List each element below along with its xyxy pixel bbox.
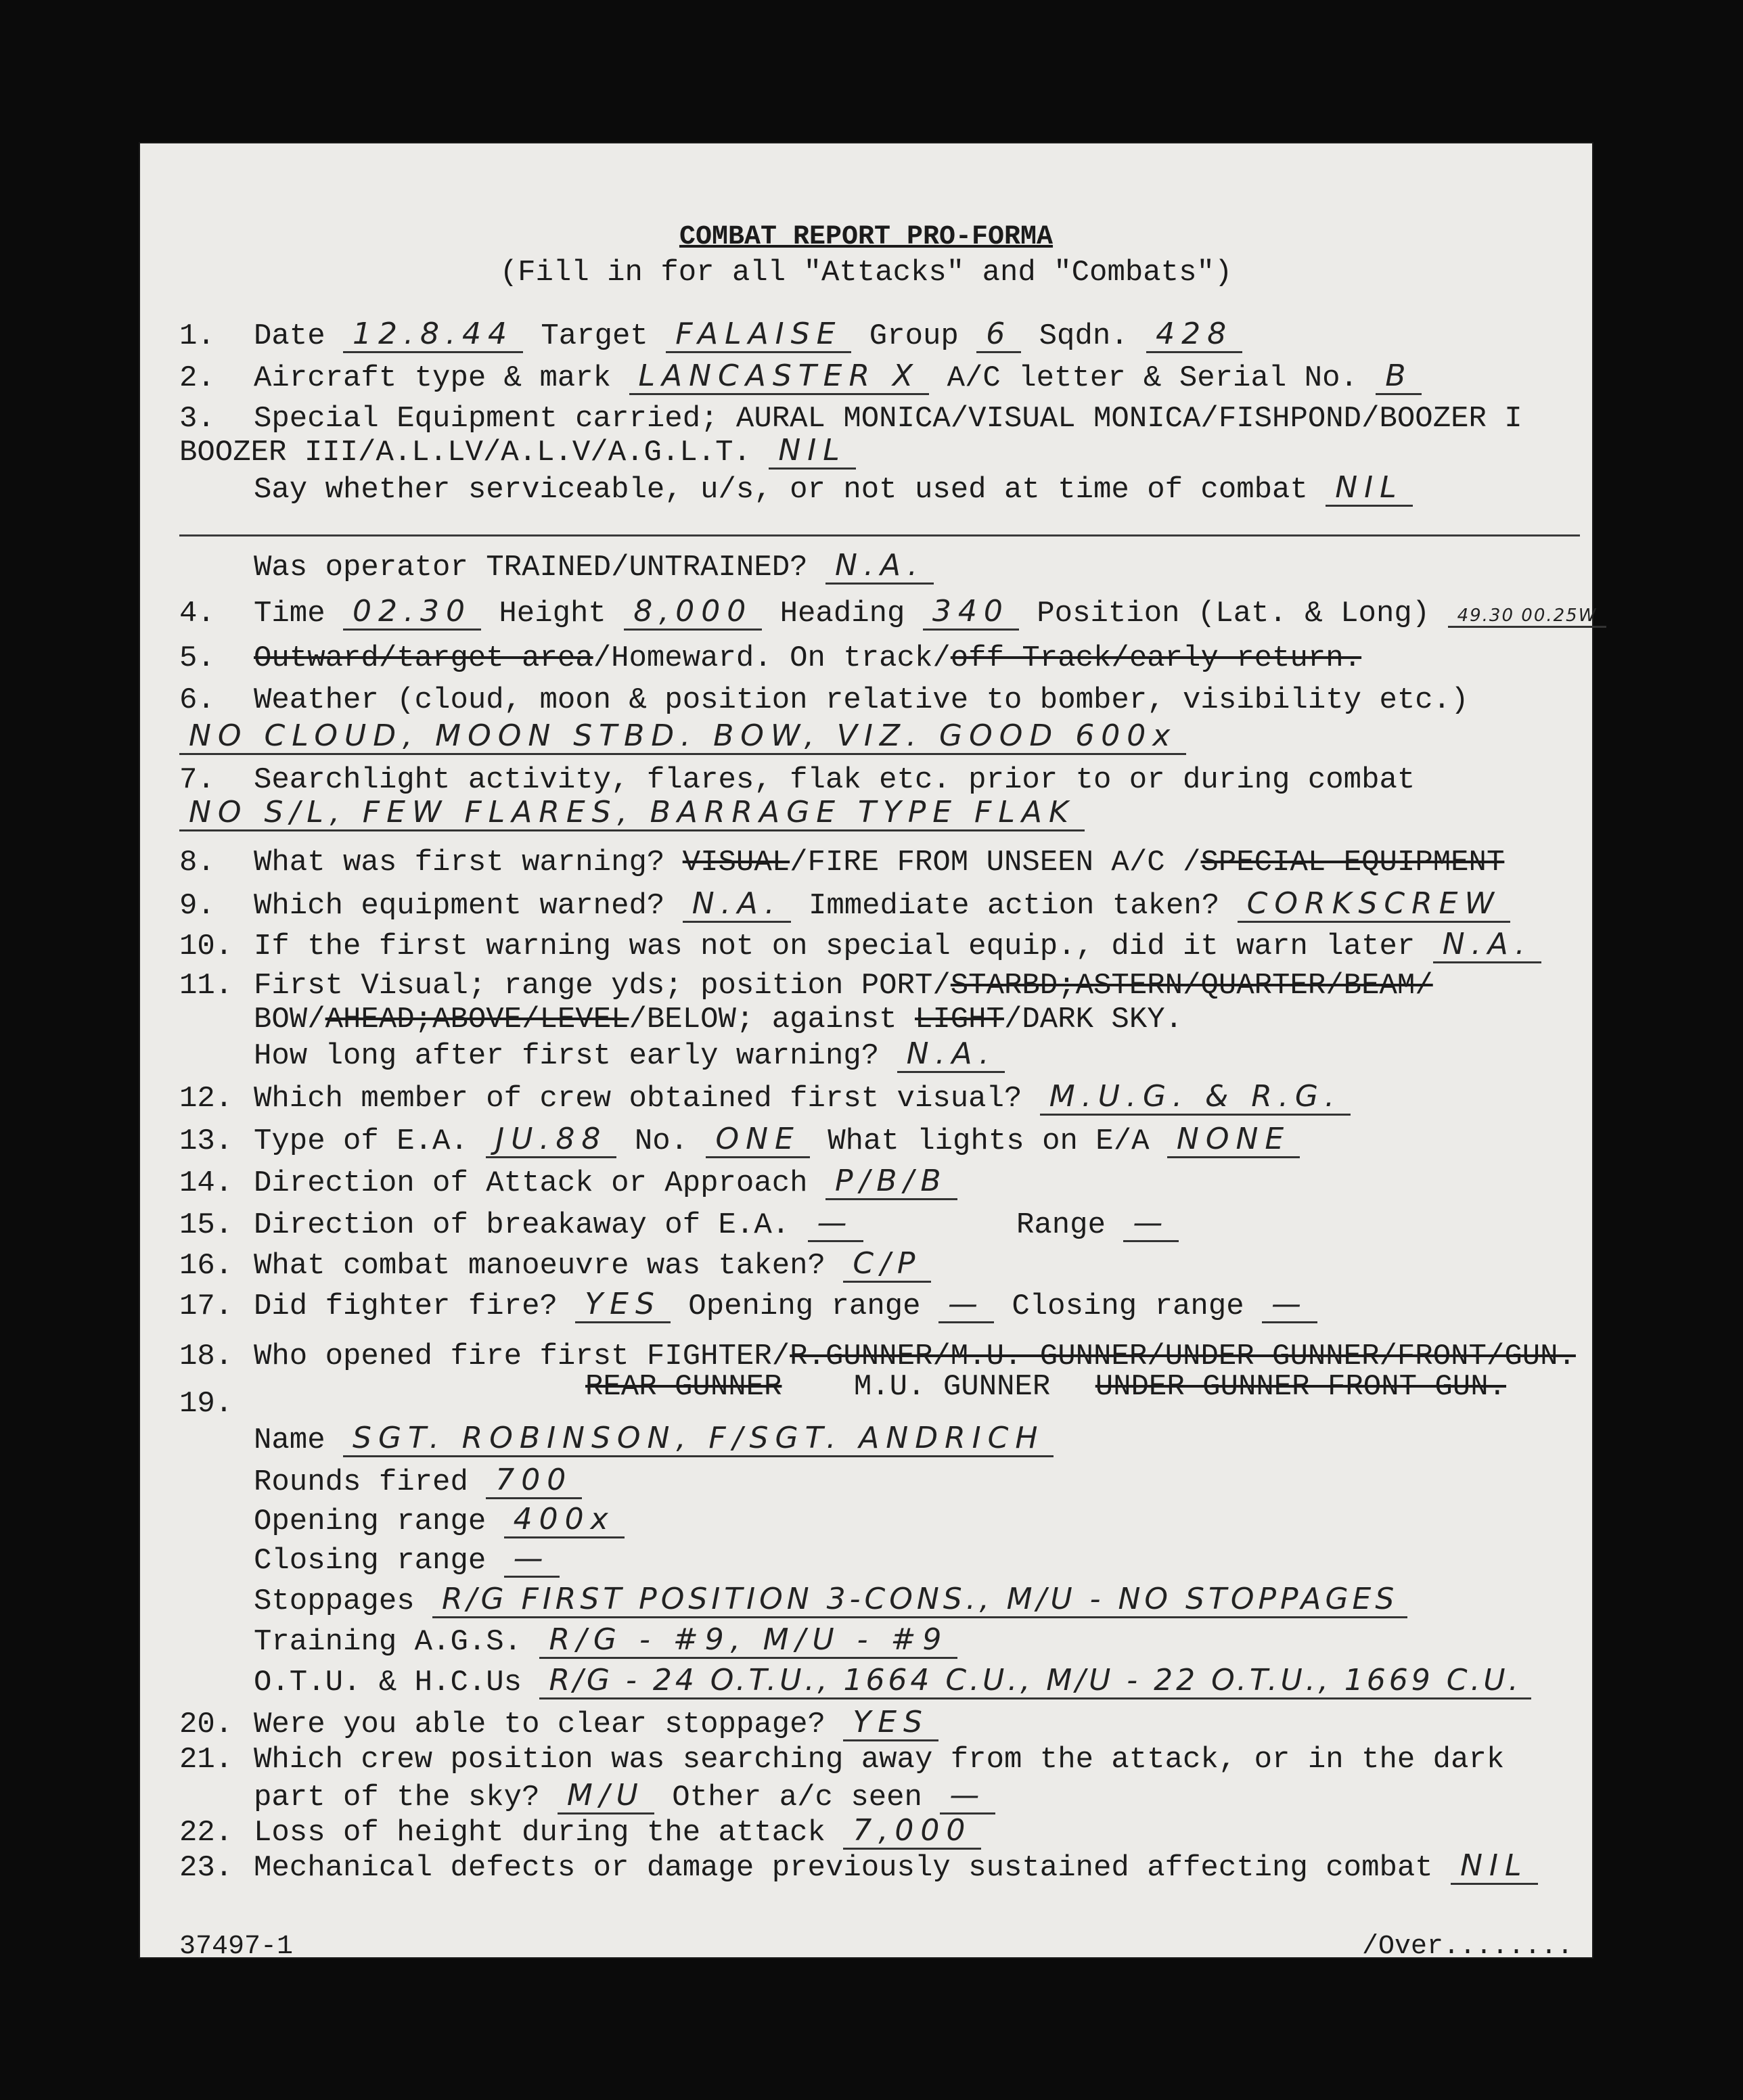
warn-later-value: N.A.: [1433, 927, 1541, 963]
otu-row: O.T.U. & H.C.Us R/G - 24 O.T.U., 1664 C.U., M/U - 22 O.T.U., 1669 C.U.: [179, 1663, 1580, 1699]
gunner-name-value: SGT. ROBINSON, F/SGT. ANDRICH: [343, 1421, 1054, 1457]
weather-value: NO CLOUD, MOON STBD. BOW, VIZ. GOOD 600x: [179, 718, 1186, 755]
gunner-close-range-row: Closing range —: [179, 1541, 1580, 1578]
form-subtitle: (Fill in for all "Attacks" and "Combats"): [499, 256, 1233, 290]
breakaway-value: —: [808, 1206, 863, 1242]
form-title: COMBAT REPORT PRO-FORMA: [679, 222, 1054, 252]
early-warning-value: N.A.: [897, 1036, 1005, 1073]
q1-row: 1. Date 12.8.44 Target FALAISE Group 6 Sqdn. 428: [179, 317, 1580, 353]
attack-direction-value: P/B/B: [825, 1164, 957, 1200]
stoppages-row: Stoppages R/G FIRST POSITION 3-CONS., M/U - NO STOPPAGES: [179, 1582, 1580, 1618]
defects-value: NIL: [1451, 1848, 1537, 1885]
group-value: 6: [976, 317, 1021, 353]
q12-row: 12. Which member of crew obtained first visual? M.U.G. & R.G.: [179, 1079, 1580, 1116]
q18-row: 18. Who opened fire first FIGHTER/R.GUNNER/M.U. GUNNER/UNDER GUNNER/FRONT/GUN.: [179, 1340, 1576, 1373]
over-note: /Over........: [1361, 1932, 1573, 1962]
q19-num: 19.: [179, 1387, 233, 1421]
ea-type-value: JU.88: [486, 1122, 616, 1158]
form-number: 37497-1: [179, 1932, 294, 1962]
gunner-open-range-row: Opening range 400x: [179, 1502, 1580, 1538]
q3-row-2: BOOZER III/A.L.LV/A.L.V/A.G.L.T. NIL: [179, 433, 1580, 470]
training-row: Training A.G.S. R/G - #9, M/U - #9: [179, 1622, 1580, 1659]
q11-row-2: BOW/AHEAD;ABOVE/LEVEL/BELOW; against LIGHT/DARK SKY.: [254, 1003, 1183, 1036]
operator-value: N.A.: [825, 548, 934, 585]
service-value: NIL: [1326, 470, 1412, 507]
q16-row: 16. What combat manoeuvre was taken? C/P: [179, 1246, 1580, 1283]
time-value: 02.30: [343, 594, 481, 631]
q5-row: 5. Outward/target area/Homeward. On track/off Track/early return.: [179, 641, 1362, 675]
gunner-name-row: Name SGT. ROBINSON, F/SGT. ANDRICH: [179, 1421, 1580, 1457]
position-value: 49.30 00.25W: [1448, 606, 1607, 628]
fighter-open-range-value: —: [938, 1287, 994, 1323]
q3-operator-row: Was operator TRAINED/UNTRAINED? N.A.: [179, 548, 1580, 585]
serial-value: B: [1376, 359, 1422, 395]
q21-row-2: part of the sky? M/U Other a/c seen —: [179, 1778, 1580, 1814]
fighter-close-range-value: —: [1262, 1287, 1317, 1323]
equipment-warned-value: N.A.: [683, 886, 791, 923]
q15-row: 15. Direction of breakaway of E.A. — Range —: [179, 1206, 1580, 1242]
breakaway-range-value: —: [1123, 1206, 1179, 1242]
gunner-close-range-value: —: [504, 1541, 560, 1578]
height-loss-value: 7,000: [843, 1813, 981, 1850]
training-value: R/G - #9, M/U - #9: [539, 1622, 957, 1659]
otu-value: R/G - 24 O.T.U., 1664 C.U., M/U - 22 O.T.U., 1669 C.U.: [539, 1663, 1531, 1699]
q20-row: 20. Were you able to clear stoppage? YES: [179, 1705, 1580, 1741]
gunner-open-range-value: 400x: [504, 1502, 625, 1538]
form-page: [139, 142, 1598, 1962]
q9-row: 9. Which equipment warned? N.A. Immediate action taken? CORKSCREW: [179, 886, 1580, 923]
target-value: FALAISE: [666, 317, 851, 353]
clear-stoppage-value: YES: [843, 1705, 938, 1741]
rounds-fired-row: Rounds fired 700: [179, 1463, 1580, 1499]
q19-header-row: REAR GUNNER M.U. GUNNER UNDER GUNNER FRONT GUN.: [585, 1370, 1507, 1404]
q3-service-row: Say whether serviceable, u/s, or not used at time of combat NIL: [179, 470, 1580, 507]
q3-row: 3. Special Equipment carried; AURAL MONICA/VISUAL MONICA/FISHPOND/BOOZER I: [179, 402, 1522, 436]
q7-answer-row: [179, 795, 1580, 831]
manoeuvre-value: C/P: [843, 1246, 931, 1283]
q6-row: 6. Weather (cloud, moon & position relative to bomber, visibility etc.): [179, 683, 1469, 717]
stoppages-value: R/G FIRST POSITION 3-CONS., M/U - NO STOPPAGES: [432, 1582, 1407, 1618]
rounds-fired-value: 700: [486, 1463, 582, 1499]
q14-row: 14. Direction of Attack or Approach P/B/B: [179, 1164, 1580, 1200]
q17-row: 17. Did fighter fire? YES Opening range — Closing range —: [179, 1287, 1580, 1323]
q7-row: 7. Searchlight activity, flares, flak etc. prior to or during combat: [179, 763, 1416, 797]
q8-row: 8. What was first warning? VISUAL/FIRE FROM UNSEEN A/C /SPECIAL EQUIPMENT: [179, 846, 1505, 880]
q13-row: 13. Type of E.A. JU.88 No. ONE What lights on E/A NONE: [179, 1122, 1580, 1158]
q4-row: 4. Time 02.30 Height 8,000 Heading 340 Position (Lat. & Long) 49.30 00.25W: [179, 594, 1580, 631]
aircraft-type-value: LANCASTER X: [629, 359, 930, 395]
other-ac-value: —: [940, 1778, 995, 1814]
q21-row: 21. Which crew position was searching away from the attack, or in the dark: [179, 1743, 1505, 1777]
q6-answer-row: [179, 718, 1580, 755]
q11-row: 11. First Visual; range yds; position PORT/STARBD;ASTERN/QUARTER/BEAM/: [179, 969, 1433, 1003]
action-value: CORKSCREW: [1238, 886, 1510, 923]
search-position-value: M/U: [558, 1778, 654, 1814]
special-equipment-value: NIL: [769, 433, 855, 470]
q10-row: 10. If the first warning was not on special equip., did it warn later N.A.: [179, 927, 1580, 963]
rule: [179, 534, 1580, 537]
date-value: 12.8.44: [343, 317, 523, 353]
q2-row: 2. Aircraft type & mark LANCASTER X A/C letter & Serial No. B: [179, 359, 1580, 395]
sqdn-value: 428: [1146, 317, 1242, 353]
q22-row: 22. Loss of height during the attack 7,000: [179, 1813, 1580, 1850]
heading-value: 340: [923, 594, 1019, 631]
fighter-fire-value: YES: [575, 1287, 671, 1323]
q23-row: 23. Mechanical defects or damage previously sustained affecting combat NIL: [179, 1848, 1580, 1885]
height-value: 8,000: [624, 594, 762, 631]
searchlight-value: NO S/L, FEW FLARES, BARRAGE TYPE FLAK: [179, 795, 1085, 831]
first-visual-value: M.U.G. & R.G.: [1040, 1079, 1351, 1116]
q11-row-3: How long after first early warning? N.A.: [179, 1036, 1580, 1073]
ea-lights-value: NONE: [1167, 1122, 1300, 1158]
ea-number-value: ONE: [706, 1122, 809, 1158]
